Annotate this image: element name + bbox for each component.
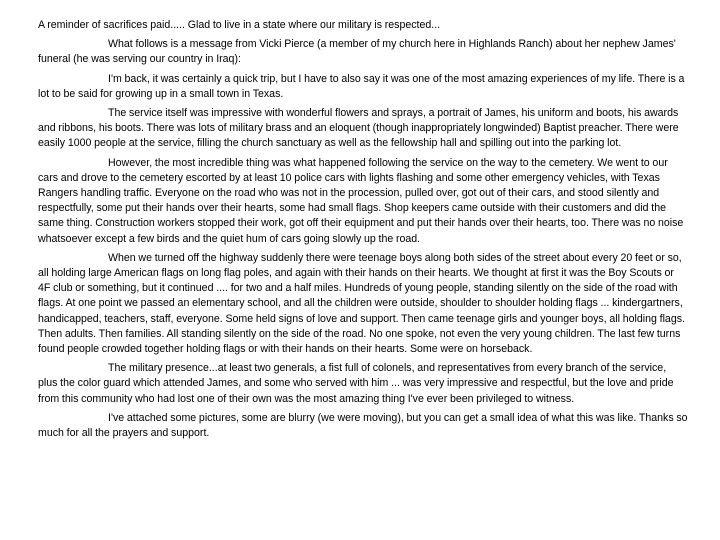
paragraph-back-from-trip: I'm back, it was certainly a quick trip, but I have to also say it was one of the most amazing experiences of my life. There is a lot to be said for growing up in a small town in Texas. bbox=[38, 72, 685, 100]
document-body bbox=[38, 18, 688, 445]
paragraph-procession: However, the most incredible thing was what happened following the service on the way to the cemetery. We went to our cars and drove to the cemetery escorted by at least 10 police cars with lights flashing and some other emergency vehicles, with Texas Rangers handling traffic. Everyone on the road who was not in the procession, pulled over, got out of their cars, and stood silently and respectfully, some put their hands over their hearts, some had small flags. Shop keepers came outside with their customers and did the same thing. Construction workers stopped their work, got off their equipment and put their hands over their hearts, too. There was no noise whatsoever except a few birds and the quiet hum of cars going slowly up the road. bbox=[38, 156, 684, 245]
paragraph-flags-along-road: When we turned off the highway suddenly there were teenage boys along both sides of the street about every 20 feet or so, all holding large American flags on long flag poles, and again with their hands on their hearts. We thought at first it was the Boy Scouts or 4F club or something, but it continued .... for two and a half miles. Hundreds of young people, standing silently on the side of the road with flags. At one point we passed an elementary school, and all the children were outside, shoulder to shoulder holding flags ... kindergartners, handicapped, teachers, staff, everyone. Some held signs of love and support. Then came teenage girls and younger boys, all holding flags. Then adults. Then families. All standing silently on the side of the road. No one spoke, not even the very young children. The last few turns found people crowded together holding flags or with their hands on their hearts. Some were on horseback. bbox=[38, 251, 685, 356]
paragraph-intro-message: What follows is a message from Vicki Pierce (a member of my church here in Highlands Ranch) about her nephew James' funeral (he was serving our country in Iraq): bbox=[38, 38, 676, 66]
paragraph-closing: I've attached some pictures, some are blurry (we were moving), but you can get a small idea of what this was like. Thanks so much for all the prayers and support. bbox=[38, 411, 688, 440]
paragraph-military-presence: The military presence...at least two generals, a fist full of colonels, and representatives from every branch of the service, plus the color guard which attended James, and some who served with him ... was very impressive and respectful, but the love and pride from this community who had lost one of their own was the most amazing thing I've ever been privileged to witness. bbox=[38, 362, 674, 405]
paragraph-service: The service itself was impressive with wonderful flowers and sprays, a portrait of James, his uniform and boots, his awards and ribbons, his boots. There was lots of military brass and an eloquent (though inappropriately longwinded) Baptist preacher. There were easily 1000 people at the service, filling the church sanctuary as well as the fellowship hall and spilling out into the parking lot. bbox=[38, 107, 679, 150]
intro-line: A reminder of sacrifices paid..... Glad to live in a state where our military is respected... bbox=[38, 19, 441, 31]
